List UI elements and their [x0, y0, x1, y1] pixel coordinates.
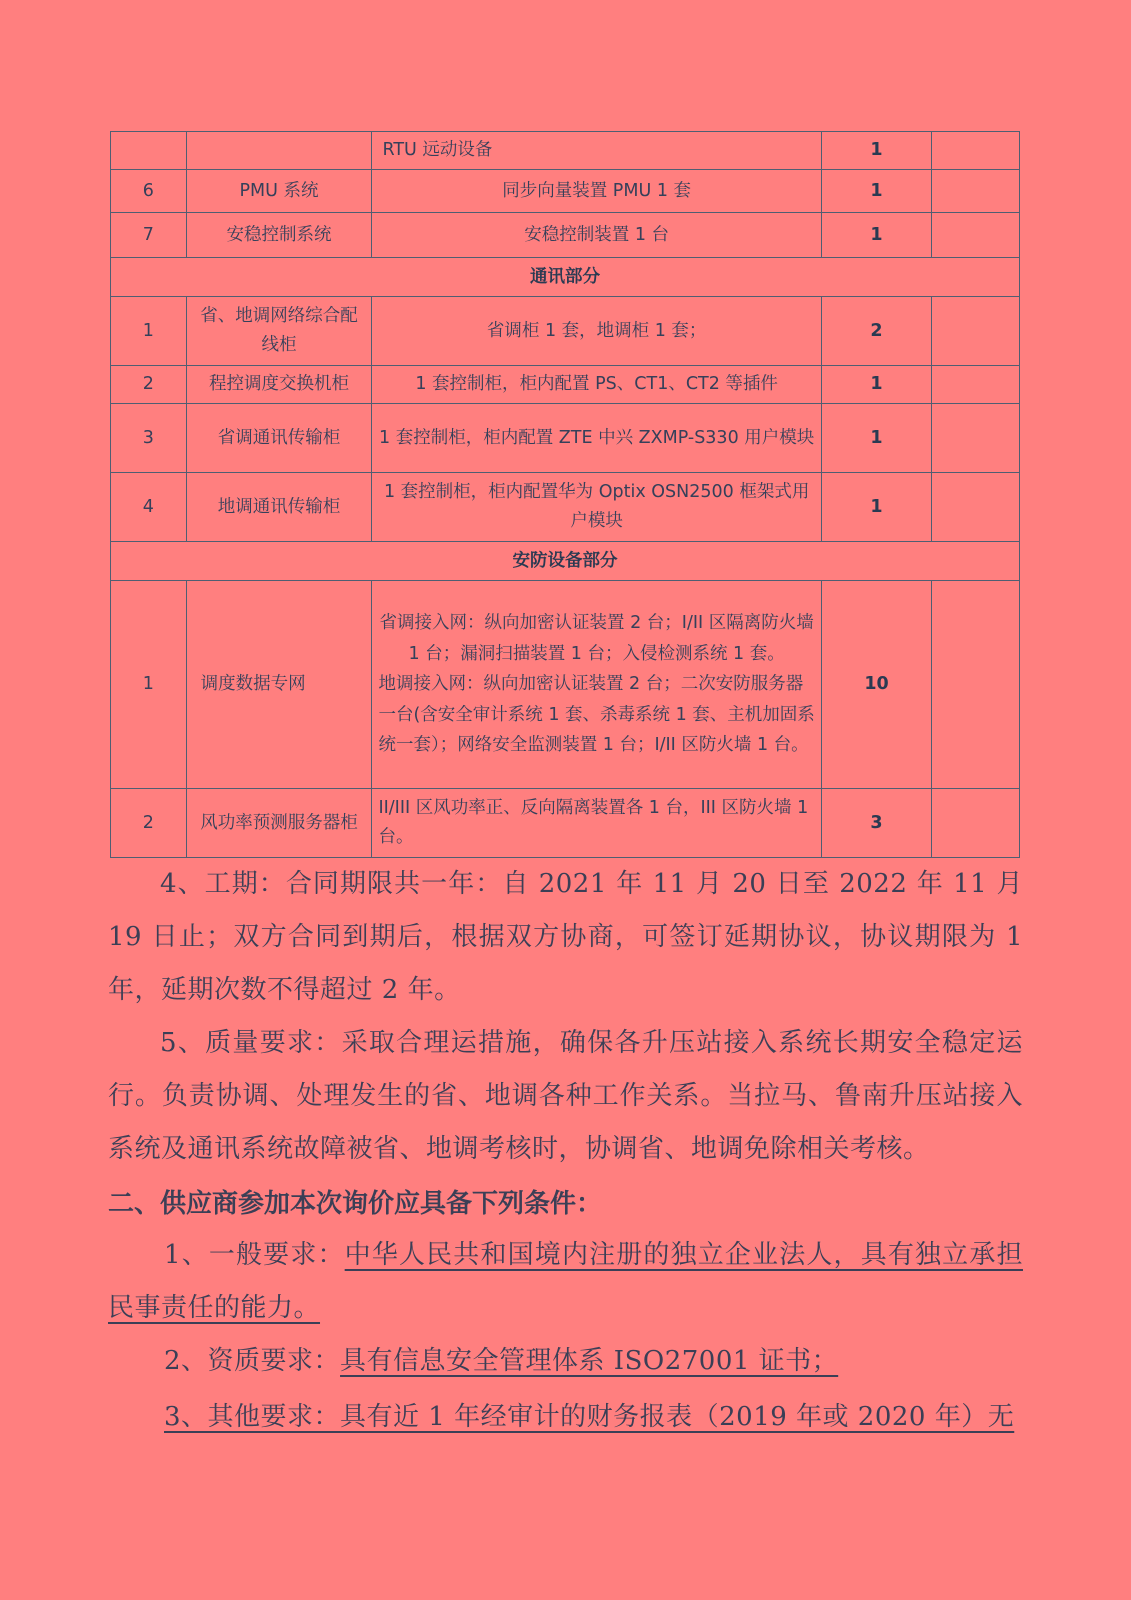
- row-no: 4: [111, 473, 187, 542]
- row-system: 程控调度交换机柜: [186, 366, 372, 404]
- table-row: [111, 170, 1020, 213]
- row-content: RTU 远动设备: [372, 132, 821, 170]
- row-no: 1: [111, 297, 187, 366]
- row-content: II/III 区风功率正、反向隔离装置各 1 台，III 区防火墙 1 台。: [372, 789, 821, 858]
- row-system: 省、地调网络综合配线柜: [186, 297, 372, 366]
- section-title-communication: 通讯部分: [111, 258, 1020, 297]
- row-note: [932, 132, 1020, 170]
- row-content-part2: 地调接入网：纵向加密认证装置 2 台；二次安防服务器一台(含安全审计系统 1 套、杀毒系统 1 套、主机加固系统一套）；网络安全监测装置 1 台；I/II 区防火墙 1 台。: [378, 674, 815, 756]
- schedule-text: 4、工期：合同期限共一年：自 2021 年 11 月 20 日至 2022 年 11 月 19 日止；双方合同到期后，根据双方协商，可签订延期协议，协议期限为 1 年，延期次数不得超过 2 年。: [108, 869, 1023, 1005]
- row-system: 调度数据专网: [186, 581, 372, 789]
- row-content: 同步向量装置 PMU 1 套: [372, 170, 821, 213]
- requirement-qualification: [108, 1335, 1023, 1388]
- row-qty: 10: [821, 581, 931, 789]
- table-row: [111, 132, 1020, 170]
- table-row: [111, 366, 1020, 404]
- requirement-other: [108, 1391, 1023, 1444]
- section-row: [111, 542, 1020, 581]
- row-note: [932, 366, 1020, 404]
- section2-heading: 二、供应商参加本次询价应具备下列条件：: [108, 1189, 603, 1219]
- table-row: [111, 473, 1020, 542]
- qualification-label: 2、资质要求：: [164, 1346, 341, 1376]
- paragraph-schedule: [108, 858, 1023, 1017]
- general-value: 中华人民共和国境内注册的独立企业法人，具有独立承担民事责任的能力。: [108, 1240, 1023, 1323]
- table-row: [111, 404, 1020, 473]
- quality-text: 5、质量要求：采取合理运措施，确保各升压站接入系统长期安全稳定运行。负责协调、处理发生的省、地调各种工作关系。当拉马、鲁南升压站接入系统及通讯系统故障被省、地调考核时，协调省、地调免除相关考核。: [108, 1028, 1023, 1164]
- row-qty: 1: [821, 366, 931, 404]
- row-note: [932, 789, 1020, 858]
- row-qty: 1: [821, 132, 931, 170]
- general-label: 1、一般要求：: [164, 1240, 345, 1270]
- qualification-value: 具有信息安全管理体系 ISO27001 证书；: [340, 1346, 839, 1376]
- row-qty: 2: [821, 297, 931, 366]
- row-qty: 1: [821, 170, 931, 213]
- row-note: [932, 170, 1020, 213]
- row-no: 2: [111, 789, 187, 858]
- row-no: 2: [111, 366, 187, 404]
- row-system: [186, 132, 372, 170]
- row-content: 安稳控制装置 1 台: [372, 213, 821, 258]
- table-row: [111, 297, 1020, 366]
- requirement-general: [108, 1229, 1023, 1335]
- row-no: 6: [111, 170, 187, 213]
- row-no: 7: [111, 213, 187, 258]
- equipment-table: [110, 131, 1020, 858]
- row-content: 1 套控制柜，柜内配置 PS、CT1、CT2 等插件: [372, 366, 821, 404]
- row-content: 1 套控制柜，柜内配置 ZTE 中兴 ZXMP-S330 用户模块: [372, 404, 821, 473]
- section-row: [111, 258, 1020, 297]
- row-no: 1: [111, 581, 187, 789]
- row-qty: 1: [821, 473, 931, 542]
- other-text: 3、其他要求：具有近 1 年经审计的财务报表（2019 年或 2020 年）无: [164, 1402, 1015, 1432]
- row-system: 地调通讯传输柜: [186, 473, 372, 542]
- row-qty: 1: [821, 404, 931, 473]
- row-system: 风功率预测服务器柜: [186, 789, 372, 858]
- row-no: 3: [111, 404, 187, 473]
- row-no: [111, 132, 187, 170]
- row-content: [372, 581, 821, 789]
- row-content-part1: 省调接入网：纵向加密认证装置 2 台；I/II 区隔离防火墙 1 台；漏洞扫描装置 1 台；入侵检测系统 1 套。: [379, 613, 814, 664]
- row-note: [932, 404, 1020, 473]
- table-row: [111, 213, 1020, 258]
- row-note: [932, 581, 1020, 789]
- row-qty: 3: [821, 789, 931, 858]
- table-row: [111, 789, 1020, 858]
- row-system: 安稳控制系统: [186, 213, 372, 258]
- section-title-security: 安防设备部分: [111, 542, 1020, 581]
- row-note: [932, 473, 1020, 542]
- row-note: [932, 213, 1020, 258]
- paragraph-quality: [108, 1017, 1023, 1176]
- row-note: [932, 297, 1020, 366]
- row-content: 省调柜 1 套，地调柜 1 套；: [372, 297, 821, 366]
- row-content: 1 套控制柜，柜内配置华为 Optix OSN2500 框架式用户模块: [372, 473, 821, 542]
- row-qty: 1: [821, 213, 931, 258]
- table-row: [111, 581, 1020, 789]
- row-system: PMU 系统: [186, 170, 372, 213]
- row-system: 省调通讯传输柜: [186, 404, 372, 473]
